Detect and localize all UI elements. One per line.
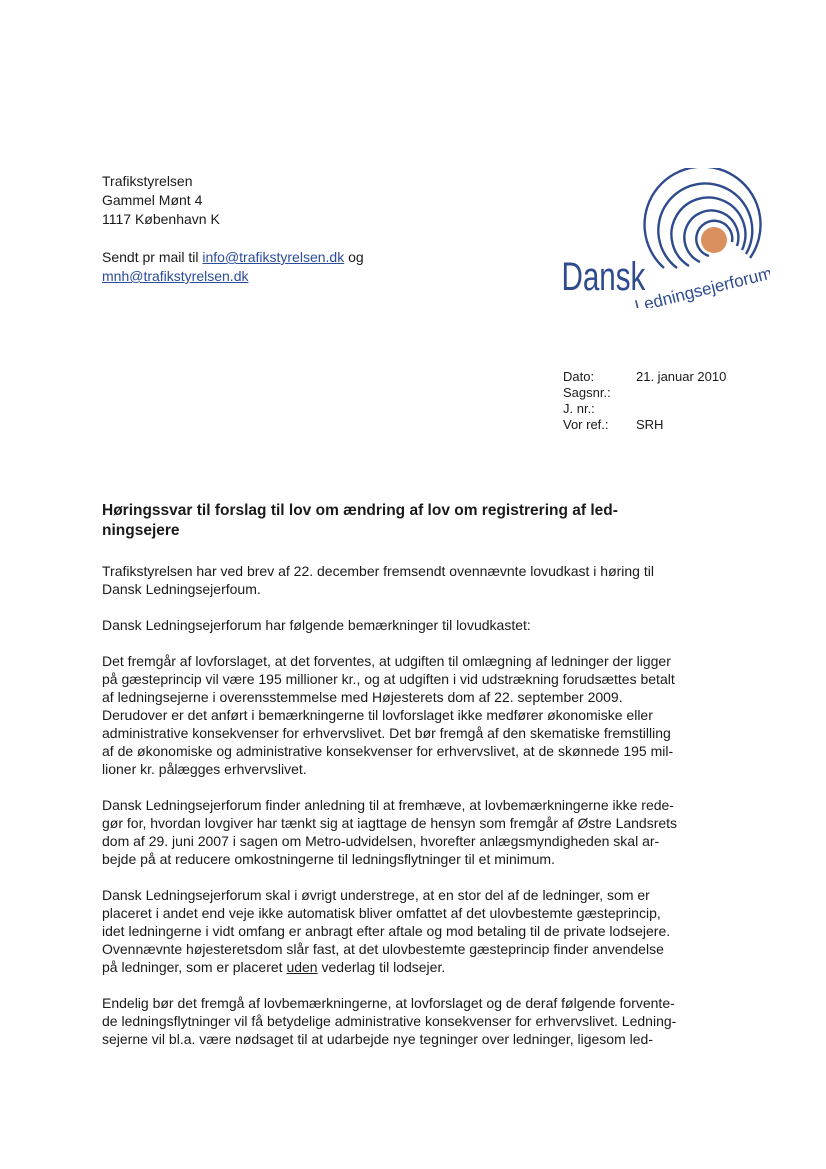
- meta-jnr-row: [563, 401, 726, 417]
- paragraph-line: på gæsteprincip vil være 195 millioner kr., og at udgiften i vid udstrækning forudsættes betalt: [102, 671, 675, 687]
- paragraph-line: gør for, hvordan lovgiver har tænkt sig at iagttage de hensyn som fremgår af Østre Landsrets: [102, 815, 678, 831]
- paragraph-6: [102, 994, 714, 1048]
- email-link-info[interactable]: info@trafikstyrelsen.dk: [202, 249, 345, 265]
- paragraph-1: [102, 562, 714, 598]
- email-link-mnh[interactable]: mnh@trafikstyrelsen.dk: [102, 268, 249, 284]
- paragraph-line: lioner kr. pålægges erhvervslivet.: [102, 761, 307, 777]
- paragraph-line: dom af 29. juni 2007 i sagen om Metro-udvidelsen, hvorefter anlægsmyndigheden skal ar-: [102, 833, 660, 849]
- meta-ref-row: [563, 417, 726, 433]
- meta-ref-label: Vor ref.:: [563, 417, 609, 432]
- paragraph-line: Dansk Ledningsejerforum har følgende bemærkninger til lovudkastet:: [102, 617, 531, 633]
- logo-word-dansk: Dansk: [561, 254, 646, 300]
- paragraph-2: [102, 616, 714, 634]
- paragraph-line: Derudover er det anført i bemærkningerne til lovforslaget ikke medfører økonomiske eller: [102, 707, 653, 723]
- paragraph-line: Det fremgår af lovforslaget, at det forventes, at udgiften til omlægning af ledninger der ligger: [102, 653, 671, 669]
- paragraph-line: Dansk Ledningsejerforum skal i øvrigt understrege, at en stor del af de ledninger, som er: [102, 887, 650, 903]
- paragraph-line: sejerne vil bl.a. være nødsaget til at udarbejde nye tegninger over ledninger, ligesom led-: [102, 1031, 653, 1047]
- recipient-city: 1117 København K: [102, 211, 220, 227]
- heading-line-1: Høringssvar til forslag til lov om ændring af lov om registrering af led-: [102, 502, 618, 519]
- paragraph-line: Endelig bør det fremgå af lovbemærkningerne, at lovforslaget og de deraf følgende forvente-: [102, 995, 675, 1011]
- recipient-address: [102, 172, 220, 229]
- sent-prefix: Sendt pr mail til: [102, 249, 203, 265]
- logo-graphic: [560, 168, 770, 308]
- recipient-street: Gammel Mønt 4: [102, 192, 203, 208]
- sent-joiner: og: [344, 249, 364, 265]
- paragraph-3: [102, 652, 714, 778]
- paragraph-line: af ledningsejerne i overensstemmelse med Højesterets dom af 22. september 2009.: [102, 689, 623, 705]
- text-after: vederlag til lodsejer.: [317, 959, 446, 975]
- paragraph-line: Dansk Ledningsejerfoum.: [102, 581, 261, 597]
- underlined-word: uden: [286, 959, 318, 975]
- meta-date-row: [563, 369, 726, 385]
- letter-body: [102, 562, 714, 1066]
- logo-dot: [701, 227, 727, 253]
- paragraph-line: administrative konsekvenser for erhvervslivet. Det bør fremgå af den skematiske fremstilling: [102, 725, 671, 741]
- meta-case-row: [563, 385, 726, 401]
- paragraph-line: bejde på at reducere omkostningerne til ledningsflytninger til et minimum.: [102, 851, 555, 867]
- paragraph-line-underlined: [102, 958, 714, 976]
- letter-heading: [102, 501, 702, 541]
- recipient-name: Trafikstyrelsen: [102, 173, 193, 189]
- paragraph-line: Trafikstyrelsen har ved brev af 22. december fremsendt ovennævnte lovudkast i høring til: [102, 563, 654, 579]
- letter-meta: [563, 369, 726, 433]
- text-before: på ledninger, som er placeret: [102, 959, 287, 975]
- meta-jnr-label: J. nr.:: [563, 401, 595, 416]
- paragraph-line: Dansk Ledningsejerforum finder anledning til at fremhæve, at lovbemærkningerne ikke rede-: [102, 797, 674, 813]
- paragraph-line: idet ledningerne i vidt omfang er anbragt efter aftale og mod betaling til de private lodsejere.: [102, 923, 671, 939]
- meta-date-value: 21. januar 2010: [636, 369, 727, 384]
- logo-word-ledningsejerforum: Ledningsejerforum: [632, 263, 770, 308]
- heading-line-2: ningsejere: [102, 522, 180, 539]
- paragraph-line: placeret i andet end veje ikke automatisk bliver omfattet af det ulovbestemte gæsteprincip,: [102, 905, 661, 921]
- paragraph-line: af de økonomiske og administrative konsekvenser for erhvervslivet, at de skønnede 195 mil-: [102, 743, 674, 759]
- paragraph-5: [102, 886, 714, 976]
- paragraph-line: Ovennævnte højesteretsdom slår fast, at det ulovbestemte gæsteprincip finder anvendelse: [102, 941, 664, 957]
- meta-ref-value: SRH: [636, 417, 664, 432]
- meta-date-label: Dato:: [563, 369, 595, 384]
- paragraph-line: de ledningsflytninger vil få betydelige administrative konsekvenser for erhvervslivet. Ledning-: [102, 1013, 677, 1029]
- organization-logo: [560, 168, 770, 308]
- sent-by-mail: [102, 248, 364, 286]
- meta-case-label: Sagsnr.:: [563, 385, 611, 400]
- paragraph-4: [102, 796, 714, 868]
